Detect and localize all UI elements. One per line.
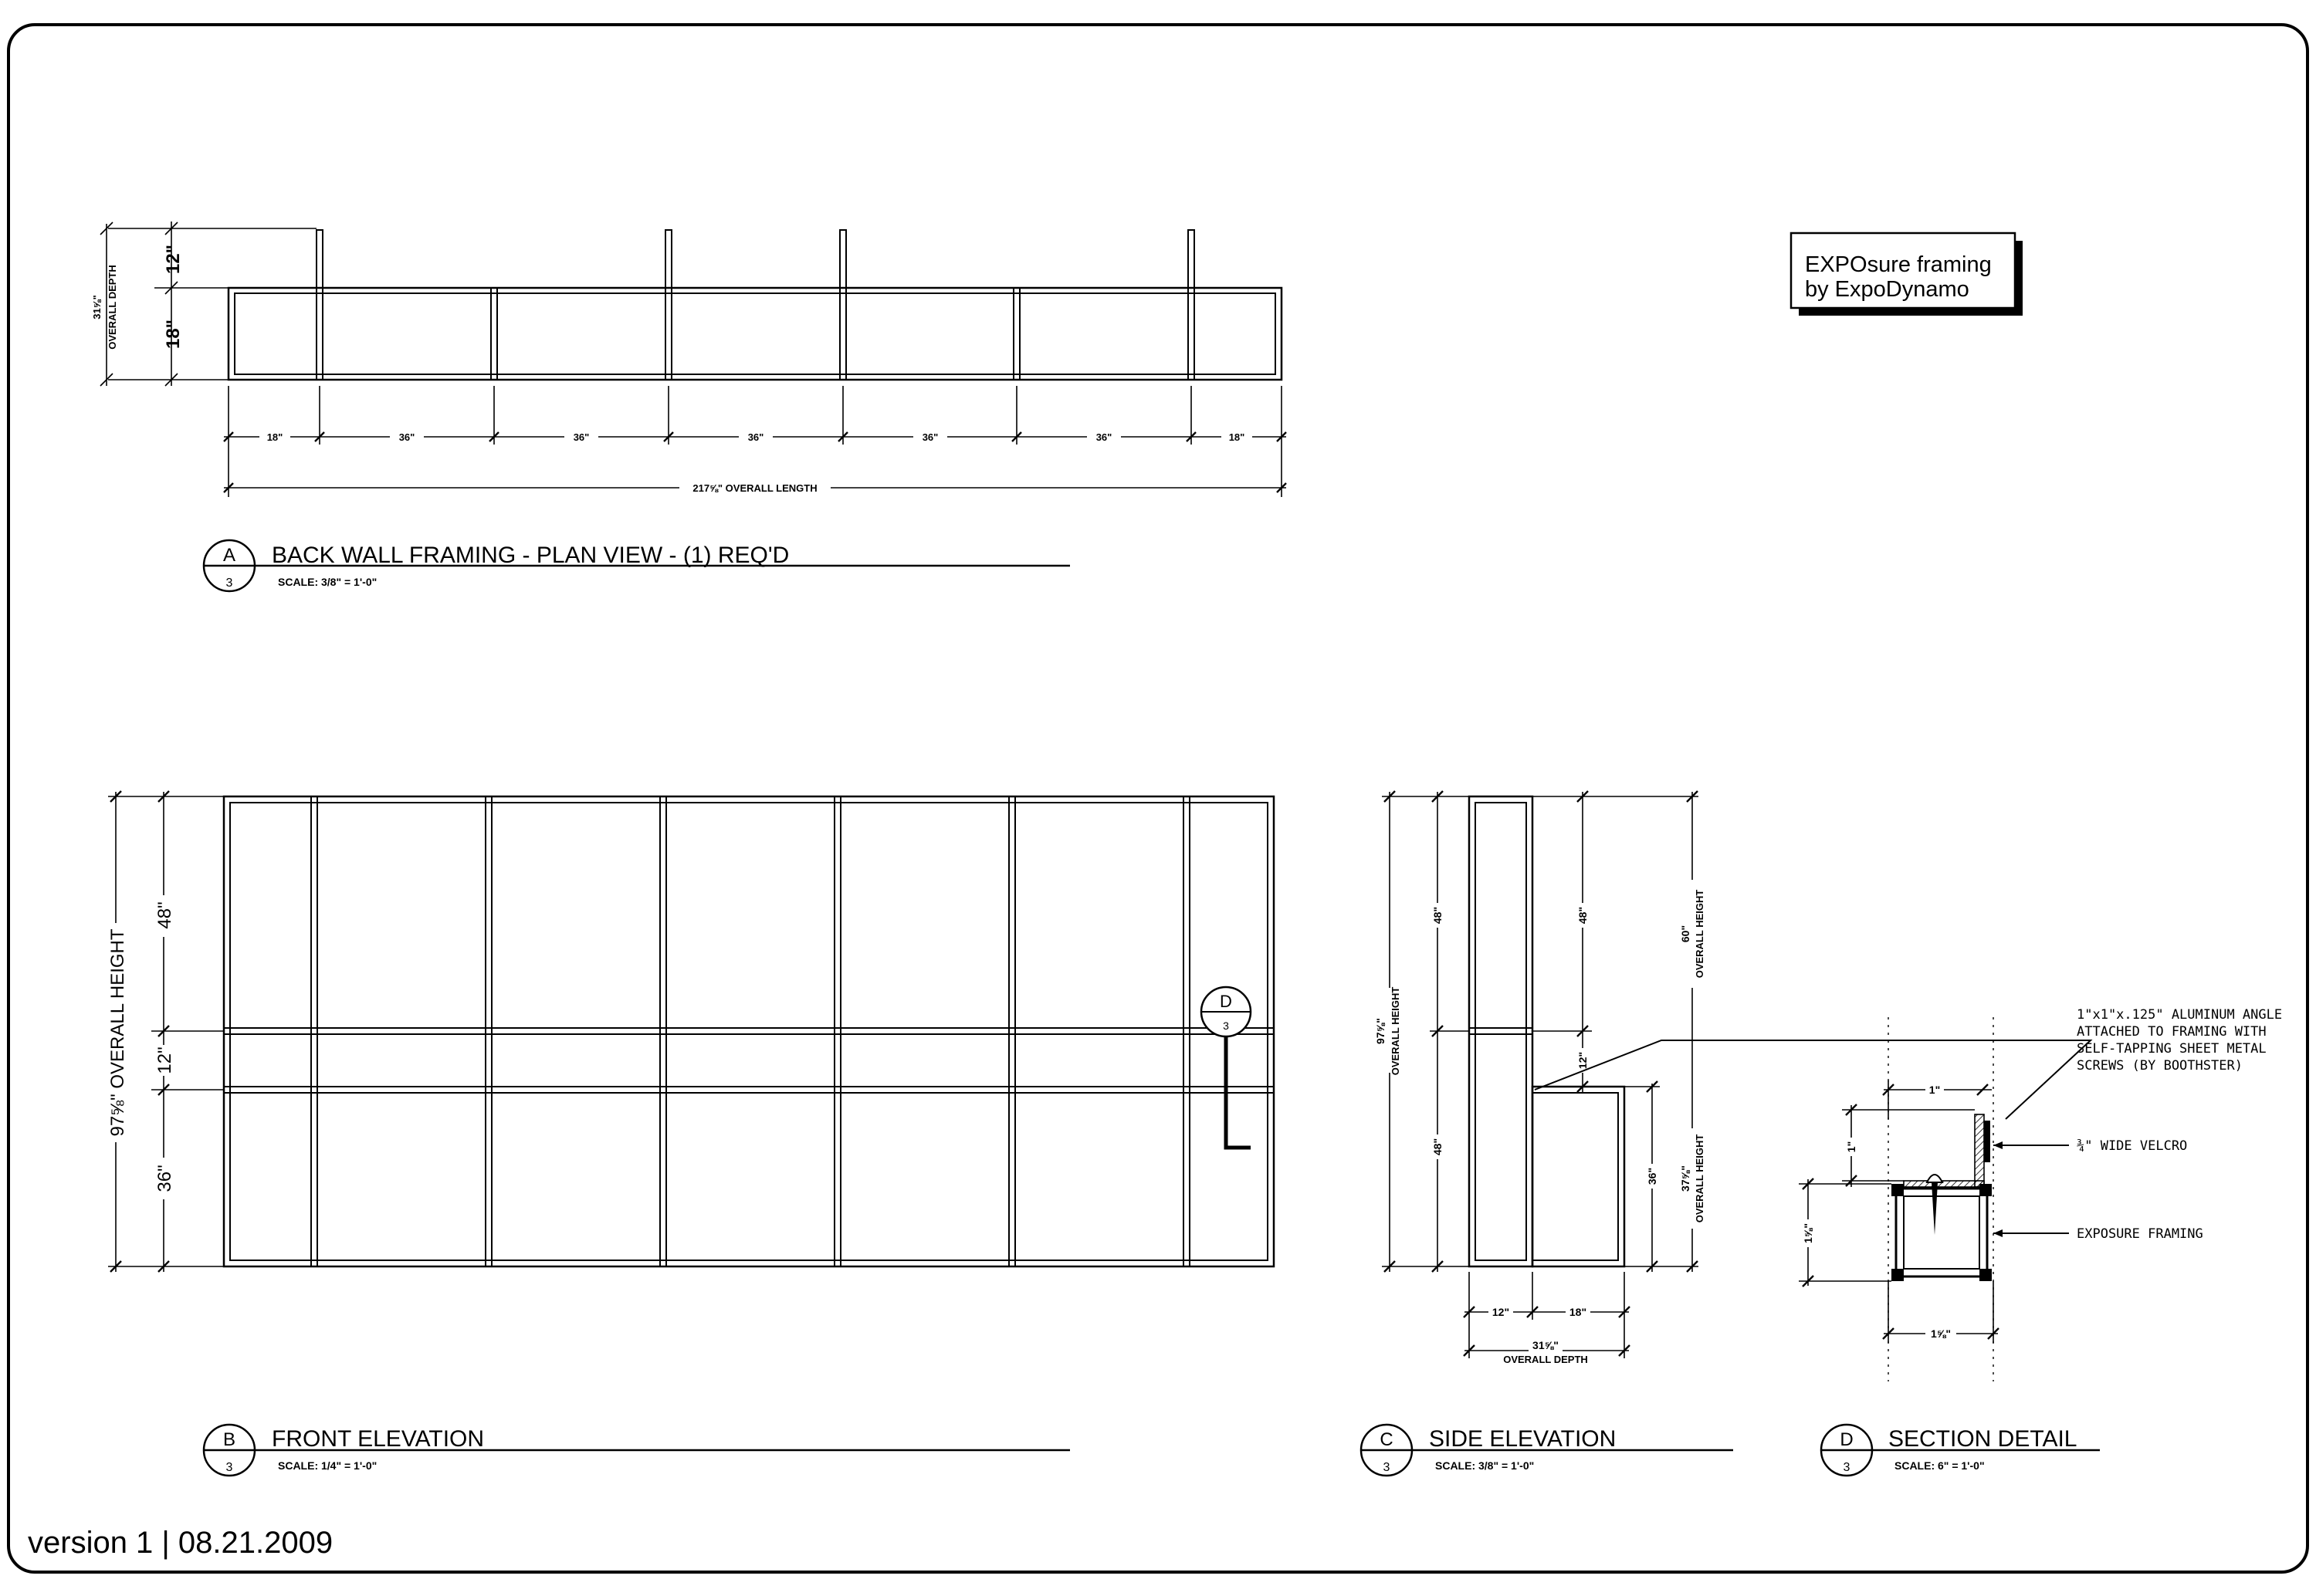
side-dim-12-right: 12" xyxy=(1576,1051,1589,1070)
detail-dim-1-5-8-bottom: 1⅝" xyxy=(1930,1327,1952,1340)
side-dim-36: 36" xyxy=(1646,1167,1658,1185)
side-dim-60-label: OVERALL HEIGHT xyxy=(1694,889,1705,979)
plan-overall-depth-label: OVERALL DEPTH xyxy=(107,265,118,350)
plan-dim-18: 18" xyxy=(163,319,184,350)
side-overall-depth-value: 31⅝" xyxy=(1532,1339,1559,1351)
front-elevation-b xyxy=(107,791,1274,1476)
bubble-b-letter: B xyxy=(222,1429,236,1450)
front-dim-48: 48" xyxy=(154,901,175,929)
section-callout-d xyxy=(1201,987,1251,1148)
title-d xyxy=(1821,1425,2100,1476)
plan-seg-dim-5: 36" xyxy=(922,431,939,443)
callout-d-letter: D xyxy=(1220,992,1232,1011)
plan-seg-dim-7: 18" xyxy=(1228,431,1245,443)
bubble-c-letter: C xyxy=(1380,1429,1393,1450)
side-overall-height-label: OVERALL HEIGHT xyxy=(1390,986,1401,1076)
side-dim-37-value: 37⅝" xyxy=(1679,1165,1691,1192)
title-block-line1: EXPOsure framing xyxy=(1805,252,1992,277)
note-velcro: ¾" WIDE VELCRO xyxy=(2077,1138,2188,1154)
side-dim-18-bottom: 18" xyxy=(1569,1306,1587,1318)
title-d-scale: SCALE: 6" = 1'-0" xyxy=(1894,1459,1985,1472)
title-d-text: SECTION DETAIL xyxy=(1888,1426,2077,1452)
note-angle-line2: ATTACHED TO FRAMING WITH xyxy=(2077,1024,2267,1040)
side-dim-48-bottom: 48" xyxy=(1431,1138,1444,1156)
detail-dim-1-5-8-left: 1⅝" xyxy=(1802,1222,1814,1244)
note-exposure-framing: EXPOSURE FRAMING xyxy=(2077,1226,2203,1242)
side-dim-48-top: 48" xyxy=(1431,906,1444,925)
side-overall-depth-label: OVERALL DEPTH xyxy=(1503,1354,1588,1365)
front-posts xyxy=(311,796,1190,1266)
title-c xyxy=(1361,1425,1733,1476)
side-overall-height-value: 97⅝" xyxy=(1374,1018,1387,1044)
plan-seg-dim-4: 36" xyxy=(747,431,764,443)
bubble-a-letter: A xyxy=(222,545,236,566)
plan-view-a xyxy=(91,221,1286,591)
front-rails xyxy=(224,1028,1274,1093)
plan-seg-dim-1: 18" xyxy=(266,431,283,443)
plan-legs xyxy=(317,230,1194,288)
title-a-scale: SCALE: 3/8" = 1'-0" xyxy=(278,576,378,588)
bubble-c-sheet: 3 xyxy=(1383,1461,1390,1474)
title-c-text: SIDE ELEVATION xyxy=(1429,1426,1617,1452)
detail-dim-1-left: 1" xyxy=(1845,1141,1857,1153)
plan-overall-length: 217⅝" OVERALL LENGTH xyxy=(692,482,818,494)
plan-seg-dim-6: 36" xyxy=(1095,431,1112,443)
section-detail-d xyxy=(1799,1007,2282,1476)
front-dim-36: 36" xyxy=(154,1165,175,1192)
side-dim-12-bottom: 12" xyxy=(1492,1306,1510,1318)
title-block xyxy=(1791,233,2023,316)
detail-dim-1-top: 1" xyxy=(1928,1084,1941,1096)
note-angle-line3: SELF-TAPPING SHEET METAL xyxy=(2077,1041,2267,1057)
note-angle-line1: 1"x1"x.125" ALUMINUM ANGLE xyxy=(2077,1007,2283,1023)
callout-d-sheet: 3 xyxy=(1223,1019,1229,1032)
plan-seg-dim-3: 36" xyxy=(573,431,590,443)
plan-dim-12: 12" xyxy=(163,244,184,275)
title-c-scale: SCALE: 3/8" = 1'-0" xyxy=(1435,1459,1535,1472)
title-block-line2: by ExpoDynamo xyxy=(1805,277,1969,302)
bubble-b-sheet: 3 xyxy=(225,1461,233,1474)
side-dim-37-label: OVERALL HEIGHT xyxy=(1694,1134,1705,1223)
bubble-d-sheet: 3 xyxy=(1843,1461,1850,1474)
title-a xyxy=(204,540,1070,591)
title-b-scale: SCALE: 1/4" = 1'-0" xyxy=(278,1459,378,1472)
bubble-d-letter: D xyxy=(1840,1429,1854,1450)
plan-posts xyxy=(317,288,1194,380)
side-dim-48-right: 48" xyxy=(1576,906,1589,925)
title-a-text: BACK WALL FRAMING - PLAN VIEW - (1) REQ'D xyxy=(272,543,790,568)
front-dim-12: 12" xyxy=(154,1047,175,1074)
bubble-a-sheet: 3 xyxy=(225,577,233,590)
plan-overall-depth-value: 31⅝" xyxy=(91,295,103,320)
plan-seg-dim-2: 36" xyxy=(398,431,415,443)
side-dim-60-value: 60" xyxy=(1679,925,1691,943)
front-overall-height: 97⅝" OVERALL HEIGHT xyxy=(107,928,128,1137)
title-b-text: FRONT ELEVATION xyxy=(272,1426,485,1452)
note-angle-line4: SCREWS (BY BOOTHSTER) xyxy=(2077,1058,2243,1074)
version-footer: version 1 | 08.21.2009 xyxy=(28,1526,334,1560)
title-b xyxy=(204,1425,1070,1476)
